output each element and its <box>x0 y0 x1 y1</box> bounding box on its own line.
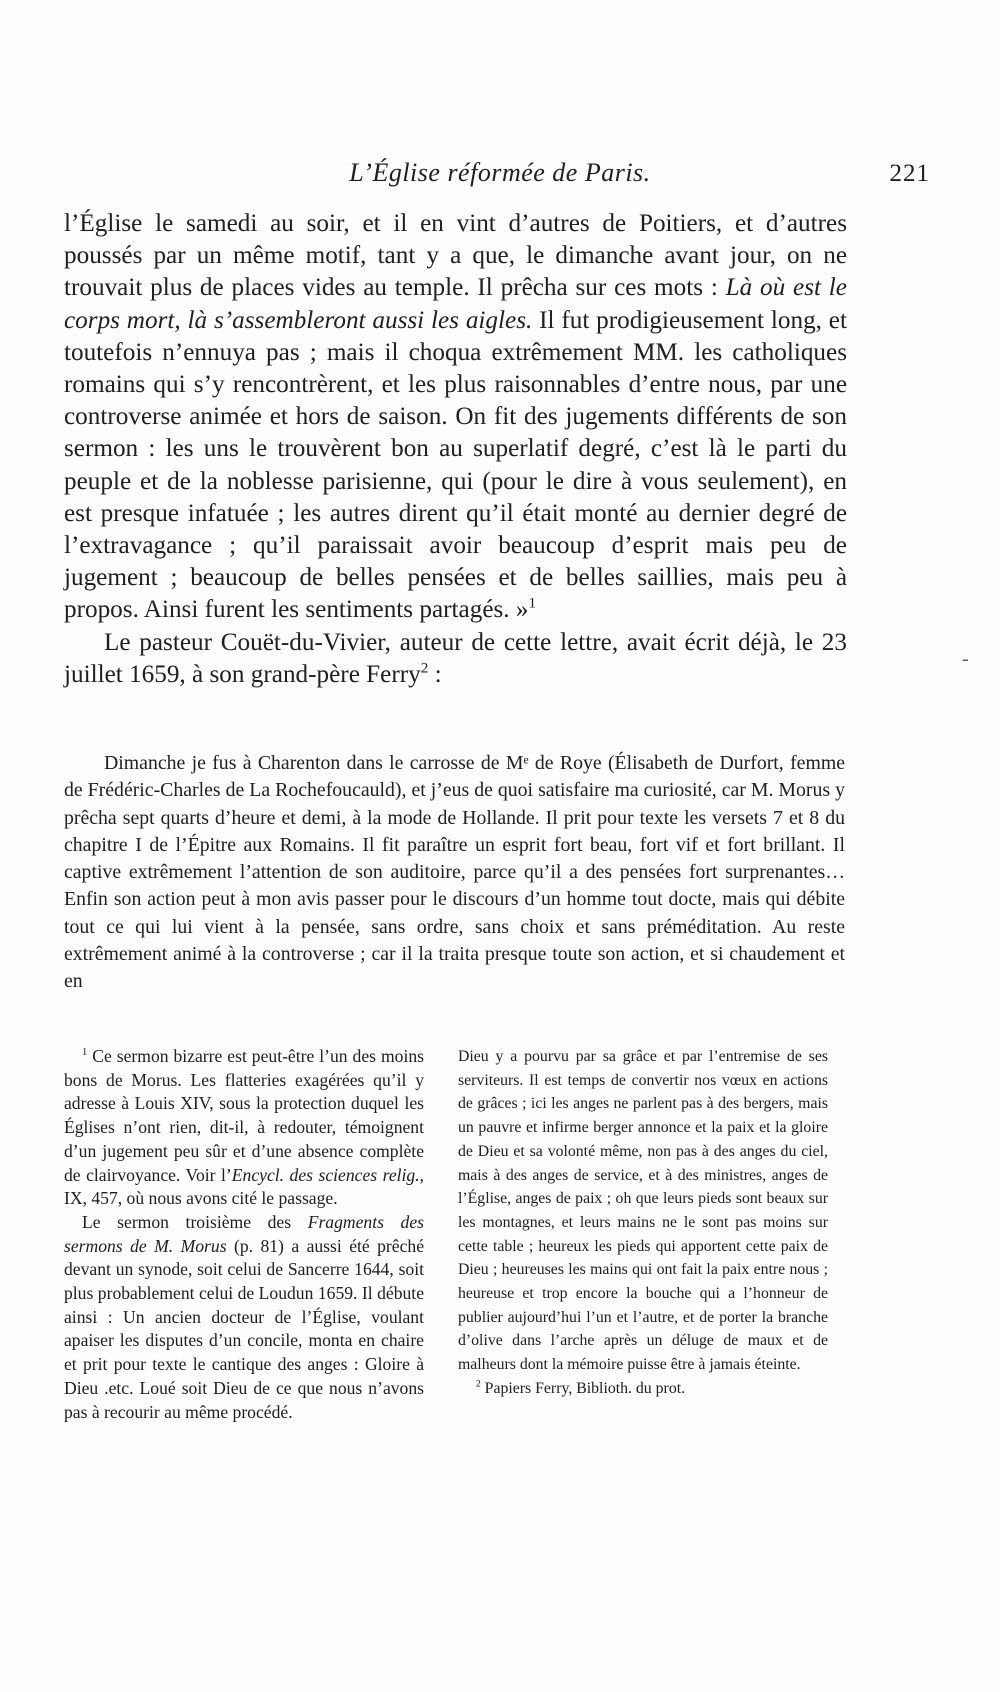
paragraph-2: Le pasteur Couët-du-Vivier, auteur de cette lettre, avait écrit déjà, le 23 juillet 1659, à son grand-père Ferry$^2$ : <box>64 628 847 688</box>
block-quote <box>64 750 845 996</box>
footnotes-left-column <box>64 1045 424 1424</box>
margin-dash: - <box>962 648 969 670</box>
footnote-1-quote: Dieu y a pourvu par sa grâce et par l’entremise de ses serviteurs. Il est temps de convertir nos vœux en actions de grâces ; ici les anges ne parlent pas à des bergers, mais un pauvre et infirme berger annonce et la paix et la gloire de Dieu et sa volonté même, non pas à des anges du ciel, mais à des anges de service, et à des ministres, anges de l’Église, anges de paix ; oh que leurs pieds sont beaux sur les montagnes, et leurs mains ne le sont pas moins sur cette table ; heureux les pieds qui apportent cette paix de Dieu ; heureuses les mains qui ont fait la paix entre nous ; heureuse et trop encore la bouche qui a l’honneur de publier aujourd’hui l’un et l’autre, et de porter la branche d’olive dans l’arche après un déluge de maux et de malheurs dont la mémoire puisse être à jamais éteinte. <box>458 1048 828 1374</box>
footnote-1: $^1$ Ce sermon bizarre est peut-être l’un des moins bons de Morus. Les flatteries exagérées qu’il y adresse à Louis XIV, sous la protection duquel les Églises n’ont rien, dit-il, à redouter, témoignent d’un jugement peu sûr et d’une absence complète de clairvoyance. Voir l’Encycl. des sciences relig., IX, 457, où nous avons cité le passage. <box>64 1046 425 1209</box>
footnote-2: $^2$ Papiers Ferry, Biblioth. du prot. <box>476 1379 686 1397</box>
quote-text: Dimanche je fus à Charenton dans le carrosse de Mᵉ de Roye (Élisabeth de Durfort, femme de Frédéric-Charles de La Rochefoucauld), et j’eus de quoi satisfaire ma curiosité, car M. Morus y prêcha sept quarts d’heure et demi, à la mode de Hollande. Il prit pour texte les versets 7 et 8 du chapitre I de l’Épitre aux Romains. Il fit paraître un esprit fort beau, fort vif et fort brillant. Il captive extrêmement l’attention de son auditoire, parce qu’il a des pensées fort surprenantes… Enfin son action peut à mon avis passer pour le discours d’un homme tout docte, mais qui débite tout ce qui lui vient à la pensée, sans ordre, sans choix et sans préméditation. Au reste extrêmement animé à la controverse ; car il la traita presque toute son action, et si chaudement et en <box>64 752 845 993</box>
running-title: L’Église réformée de Paris. <box>349 158 651 187</box>
footnotes-right-column <box>458 1045 828 1401</box>
main-text <box>64 208 847 691</box>
paragraph-1: l’Église le samedi au soir, et il en vint d’autres de Poitiers, et d’autres poussés par un même motif, tant y a que, le dimanche avant jour, on ne trouvait plus de places vides au temple. Il prêcha sur ces mots : Là où est le corps mort, là s’assembleront aussi les aigles. Il fut prodigieusement long, et toutefois n’ennuya pas ; mais il choqua extrêmement MM. les catholiques romains qui s’y rencontrèrent, et les plus raisonnables d’entre nous, par une controverse animée et hors de saison. On fit des jugements différents de son sermon : les uns le trouvèrent bon au superlatif degré, c’est là le parti du peuple et de la noblesse parisienne, qui (pour le dire à vous seulement), en est presque infatuée ; les autres dirent qu’il était monté au dernier degré de l’extravagance ; qu’il paraissait avoir beaucoup d’esprit mais peu de jugement ; beaucoup de belles pensées et de belles saillies, mais peu à propos. Ainsi furent les sentiments partagés. »$^1$ <box>64 210 847 624</box>
page-number: 221 <box>889 160 930 187</box>
page-header <box>60 158 940 198</box>
footnote-ref-2: 2 <box>420 660 429 677</box>
footnote-1-continued: Le sermon troisième des Fragments des sermons de M. Morus (p. 81) a aussi été prêché devant un synode, soit celui de Sancerre 1644, soit plus probablement celui de Loudun 1659. Il débute ainsi : Un ancien docteur de l’Église, voulant apaiser les disputes d’un concile, monta en chaire et prit pour texte le cantique des anges : Gloire à Dieu .etc. Loué soit Dieu de ce que nous n’avons pas à recourir au même procédé. <box>64 1211 425 1422</box>
scripture-quote: Là où est le corps mort, là s’assembleront aussi les aigles. <box>64 274 847 334</box>
footnote-ref-1: 1 <box>528 596 537 613</box>
